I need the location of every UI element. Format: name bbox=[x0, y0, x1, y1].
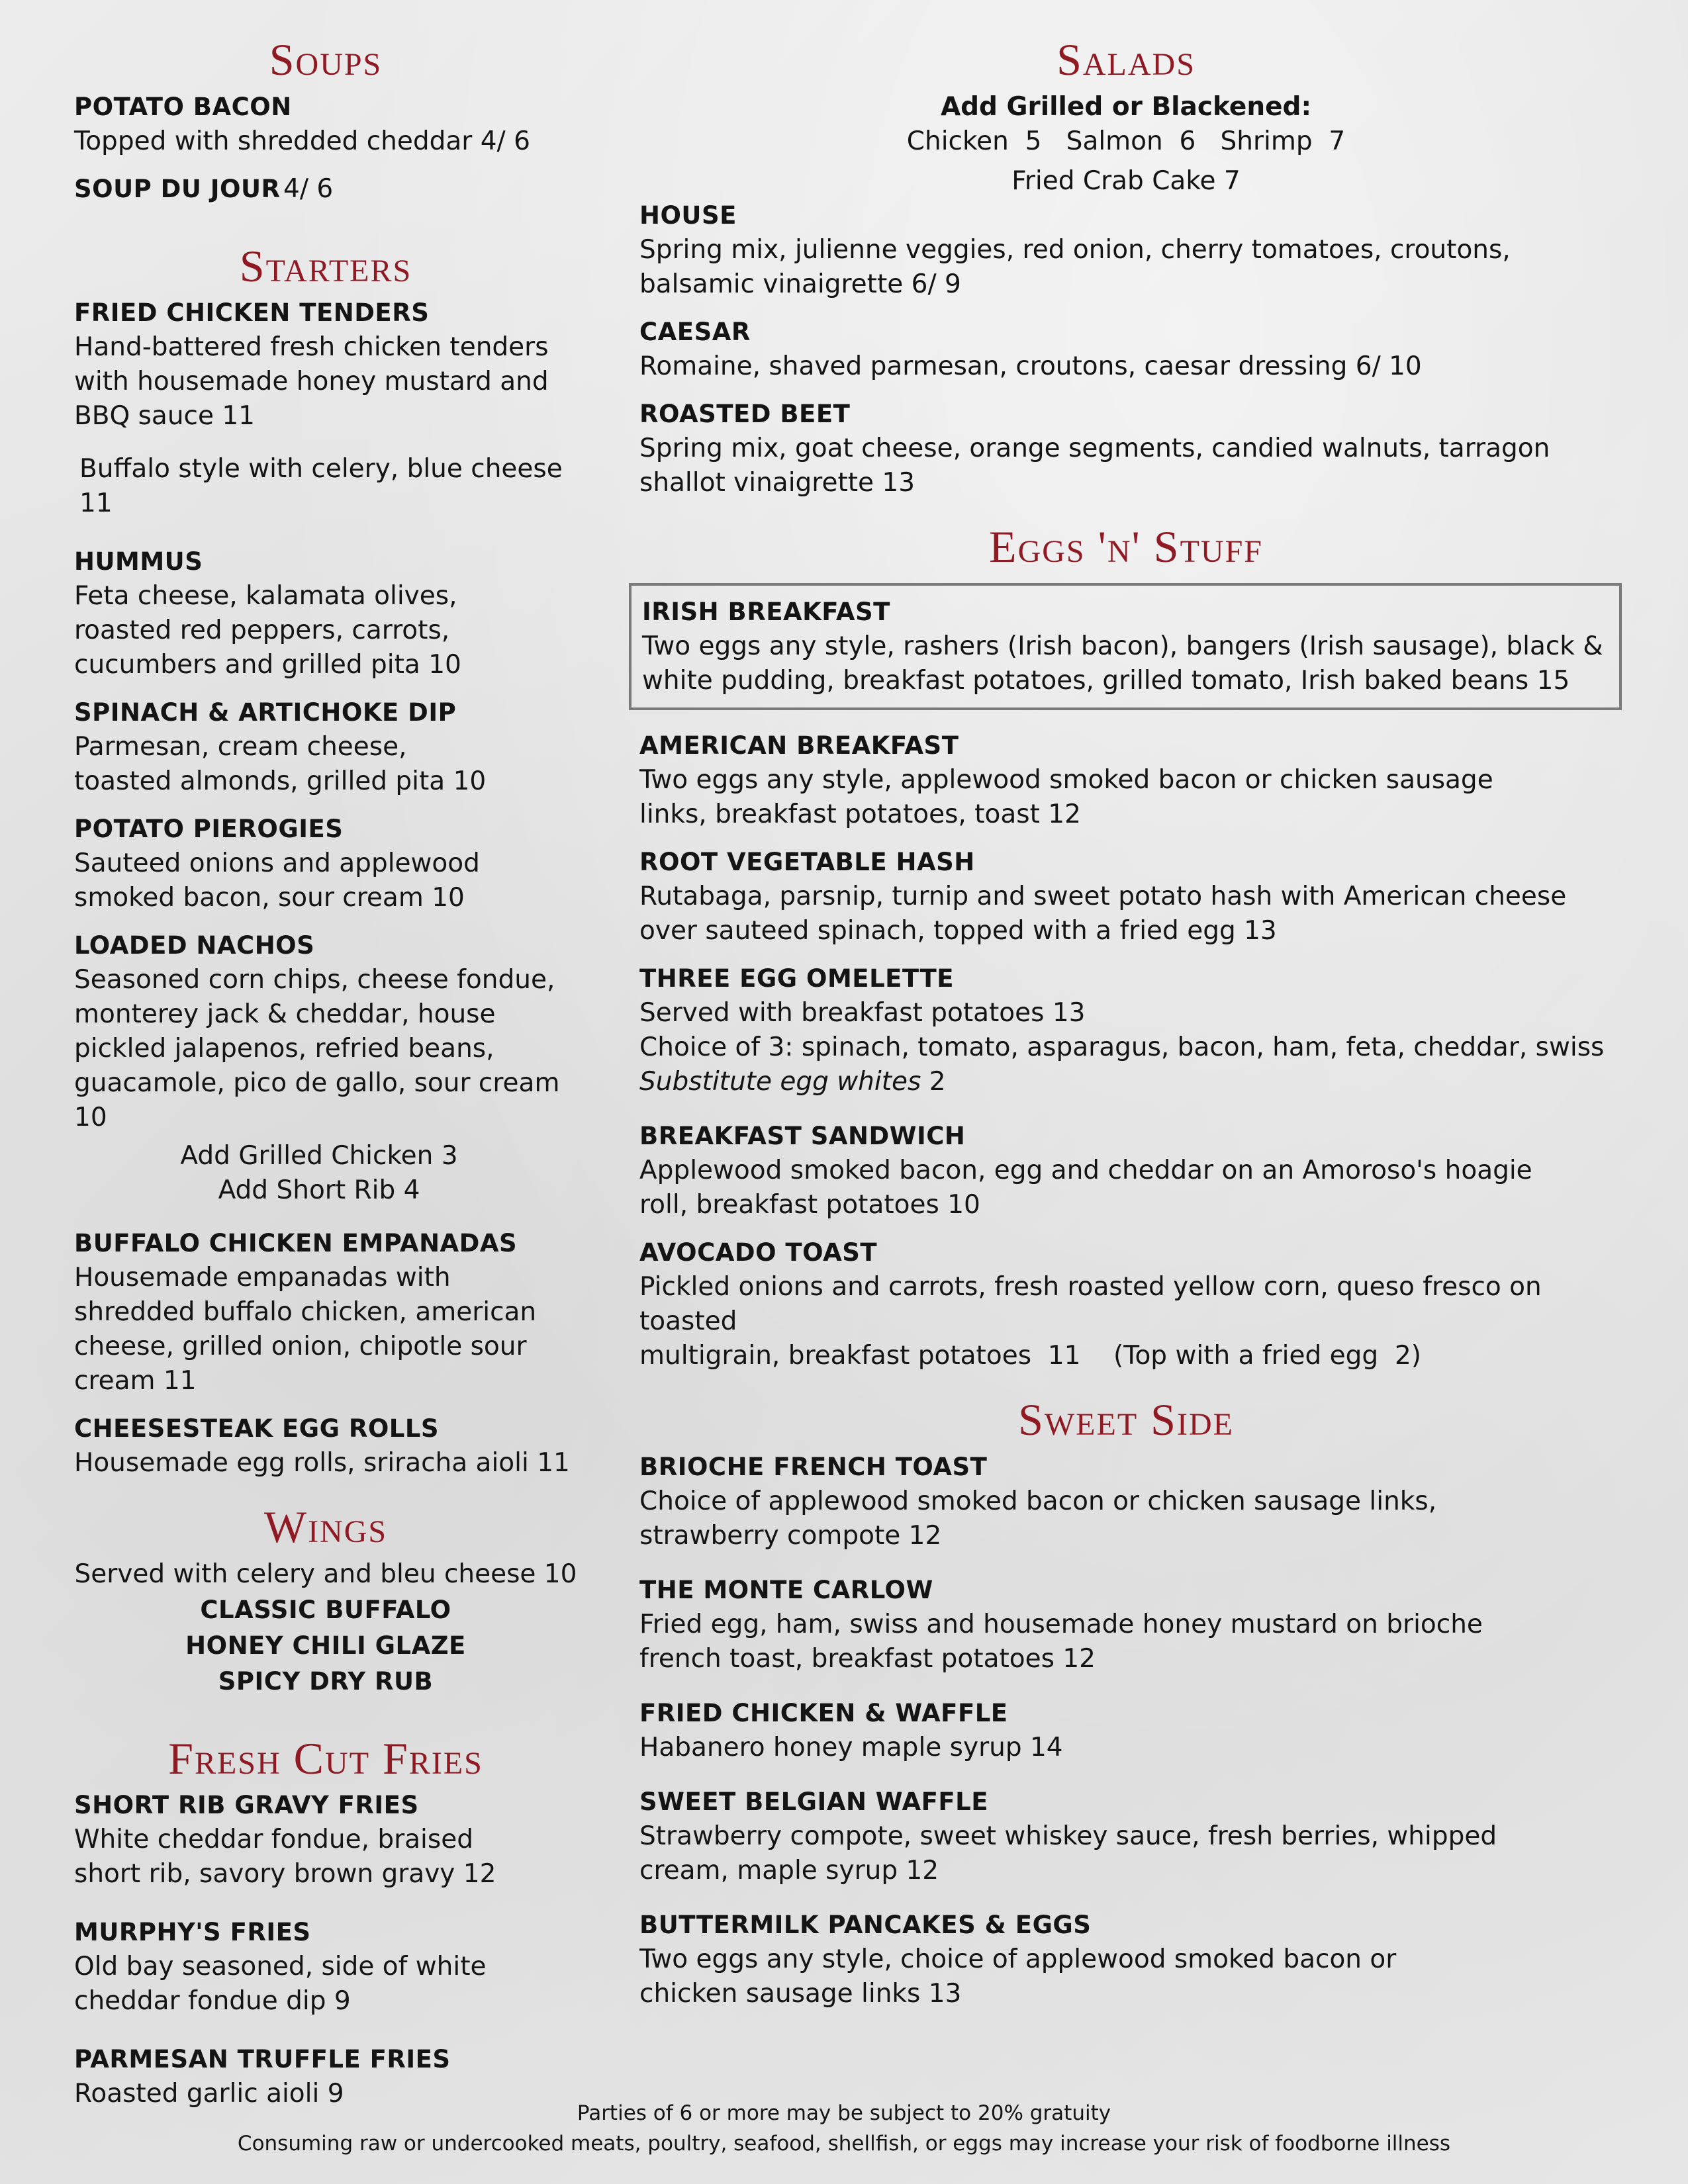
menu-item bbox=[74, 812, 577, 915]
item-name: CAESAR bbox=[639, 317, 751, 346]
section-wings bbox=[74, 1500, 577, 1699]
item-desc: Roasted garlic aioli 9 bbox=[74, 2079, 344, 2109]
item-desc: Habanero honey maple syrup 14 bbox=[639, 1732, 1063, 1762]
menu-item bbox=[639, 962, 1613, 1099]
item-substitute bbox=[639, 1065, 1613, 1099]
item-name: BUFFALO CHICKEN EMPANADAS bbox=[74, 1229, 518, 1258]
item-add-on: Add Short Rib 4 bbox=[218, 1175, 420, 1206]
menu-item bbox=[639, 729, 1613, 832]
item-desc: Two eggs any style, choice of applewood smoked bacon or bbox=[639, 1944, 1397, 1974]
item-desc: Strawberry compote, sweet whiskey sauce, fresh berries, whipped bbox=[639, 1821, 1497, 1851]
section-title-wings: Wings bbox=[263, 1502, 388, 1553]
section-title-sweet: Sweet Side bbox=[1018, 1394, 1234, 1445]
item-name: SHORT RIB GRAVY FRIES bbox=[74, 1791, 419, 1820]
menu-item bbox=[639, 199, 1613, 302]
menu-item bbox=[639, 845, 1613, 948]
substitute-price: 2 bbox=[921, 1067, 946, 1097]
menu-item bbox=[639, 1908, 1613, 2011]
section-fries bbox=[74, 1732, 577, 2112]
item-desc: over sauteed spinach, topped with a fried egg 13 bbox=[639, 916, 1277, 946]
left-column bbox=[74, 33, 577, 2124]
item-desc: Hand-battered fresh chicken tenders with housemade honey mustard and BBQ sauce 11 bbox=[74, 332, 549, 432]
wing-flavor: CLASSIC BUFFALO bbox=[200, 1595, 451, 1624]
item-desc: Topped with shredded cheddar 4/ 6 bbox=[74, 126, 530, 156]
item-name: ROASTED BEET bbox=[639, 399, 851, 428]
item-desc: Housemade egg rolls, sriracha aioli 11 bbox=[74, 1448, 570, 1479]
menu-item bbox=[74, 296, 577, 521]
item-name: AMERICAN BREAKFAST bbox=[639, 731, 959, 760]
item-desc: Two eggs any style, applewood smoked bacon or chicken sausage links, breakfast potatoes, toast 12 bbox=[639, 765, 1493, 830]
menu-item bbox=[74, 90, 577, 159]
menu-item bbox=[74, 1788, 577, 1891]
item-name: FRIED CHICKEN & WAFFLE bbox=[639, 1698, 1008, 1727]
item-desc: Sauteed onions and applewood smoked bacon, sour cream 10 bbox=[74, 848, 480, 913]
menu-item bbox=[74, 172, 577, 206]
item-name: SWEET BELGIAN WAFFLE bbox=[639, 1787, 988, 1816]
item-name: THREE EGG OMELETTE bbox=[639, 964, 955, 993]
section-soups bbox=[74, 33, 577, 206]
salad-add-options: Chicken 5 Salmon 6 Shrimp 7 bbox=[906, 126, 1346, 156]
menu-item bbox=[639, 1119, 1613, 1222]
menu-item bbox=[74, 1915, 577, 2019]
item-name: FRIED CHICKEN TENDERS bbox=[74, 298, 430, 328]
wings-desc: Served with celery and bleu cheese 10 bbox=[74, 1559, 577, 1589]
item-name: BREAKFAST SANDWICH bbox=[639, 1122, 966, 1151]
item-name: SOUP DU JOUR bbox=[74, 174, 281, 203]
section-eggs bbox=[639, 520, 1613, 1374]
wing-flavor: HONEY CHILI GLAZE bbox=[185, 1631, 466, 1660]
section-salads bbox=[639, 33, 1613, 500]
item-desc: Spring mix, julienne veggies, red onion, cherry tomatoes, croutons, balsamic vinaigrette 6/ 9 bbox=[639, 234, 1511, 299]
item-add-on: Add Grilled Chicken 3 bbox=[180, 1141, 458, 1171]
item-desc: Spring mix, goat cheese, orange segments, candied walnuts, tarragon shallot vinaigrette 13 bbox=[639, 433, 1550, 498]
menu-item bbox=[74, 1226, 577, 1398]
item-name: LOADED NACHOS bbox=[74, 931, 315, 960]
item-desc: strawberry compote 12 bbox=[639, 1520, 942, 1551]
item-desc: multigrain, breakfast potatoes 11 (Top with a fried egg 2) bbox=[639, 1341, 1421, 1371]
item-desc: french toast, breakfast potatoes 12 bbox=[639, 1643, 1096, 1674]
item-price: 4/ 6 bbox=[283, 173, 334, 204]
item-name: BRIOCHE FRENCH TOAST bbox=[639, 1452, 988, 1481]
item-desc: Parmesan, cream cheese, toasted almonds, grilled pita 10 bbox=[74, 732, 487, 797]
item-desc: Feta cheese, kalamata olives, roasted red peppers, carrots, cucumbers and grilled pita 10 bbox=[74, 581, 461, 680]
item-desc: Choice of applewood smoked bacon or chicken sausage links, bbox=[639, 1486, 1437, 1516]
item-name: IRISH BREAKFAST bbox=[642, 598, 890, 627]
item-desc: chicken sausage links 13 bbox=[639, 1978, 962, 2009]
section-title-soups: Soups bbox=[269, 34, 383, 85]
item-name: MURPHY'S FRIES bbox=[74, 1918, 311, 1947]
item-name: POTATO PIEROGIES bbox=[74, 815, 344, 844]
item-name: AVOCADO TOAST bbox=[639, 1238, 878, 1267]
menu-item bbox=[74, 929, 577, 1208]
item-desc: Housemade empanadas with shredded buffalo chicken, american cheese, grilled onion, chipotle sour cream 11 bbox=[74, 1263, 537, 1396]
menu-item bbox=[639, 1450, 1613, 1553]
section-title-eggs: Eggs 'n' Stuff bbox=[989, 521, 1263, 572]
menu-item bbox=[639, 1785, 1613, 1888]
item-name: HOUSE bbox=[639, 201, 737, 230]
item-desc: Romaine, shaved parmesan, croutons, caesar dressing 6/ 10 bbox=[639, 351, 1422, 381]
wing-flavor: SPICY DRY RUB bbox=[218, 1666, 434, 1696]
right-column bbox=[639, 33, 1613, 2025]
item-desc: Seasoned corn chips, cheese fondue, monterey jack & cheddar, house pickled jalapenos, refried beans, guacamole, pico de gallo, sour cream 10 bbox=[74, 965, 560, 1133]
menu-item bbox=[74, 696, 577, 799]
item-name: CHEESESTEAK EGG ROLLS bbox=[74, 1414, 440, 1443]
item-desc: cream, maple syrup 12 bbox=[639, 1855, 939, 1886]
item-desc: Served with breakfast potatoes 13 bbox=[639, 998, 1086, 1028]
menu-item bbox=[74, 1412, 577, 1480]
item-desc: Choice of 3: spinach, tomato, asparagus, bacon, ham, feta, cheddar, swiss bbox=[639, 1032, 1605, 1063]
item-name: HUMMUS bbox=[74, 547, 203, 576]
menu-item bbox=[74, 545, 577, 682]
item-name: POTATO BACON bbox=[74, 92, 292, 121]
item-name: ROOT VEGETABLE HASH bbox=[639, 848, 975, 877]
menu-item bbox=[639, 1236, 1613, 1373]
item-desc: Pickled onions and carrots, fresh roasted yellow corn, queso fresco on toasted bbox=[639, 1272, 1542, 1337]
item-desc: White cheddar fondue, braised short rib, savory brown gravy 12 bbox=[74, 1825, 496, 1889]
food-safety-note: Consuming raw or undercooked meats, poultry, seafood, shellfish, or eggs may increase your risk of foodborne illness bbox=[237, 2132, 1451, 2156]
salad-add-heading: Add Grilled or Blackened: bbox=[940, 91, 1312, 122]
item-desc: Old bay seasoned, side of white cheddar fondue dip 9 bbox=[74, 1952, 487, 2017]
footer-notice bbox=[0, 2098, 1688, 2159]
item-desc: Fried egg, ham, swiss and housemade honey mustard on brioche bbox=[639, 1609, 1483, 1639]
featured-item-box bbox=[629, 583, 1622, 710]
menu-item bbox=[639, 397, 1613, 500]
menu-item bbox=[639, 1573, 1613, 1676]
section-title-fries: Fresh Cut Fries bbox=[168, 1733, 483, 1784]
salad-add-options: Fried Crab Cake 7 bbox=[1011, 165, 1241, 196]
item-desc: Rutabaga, parsnip, turnip and sweet potato hash with American cheese bbox=[639, 882, 1567, 912]
item-name: PARMESAN TRUFFLE FRIES bbox=[74, 2045, 451, 2074]
item-desc: Two eggs any style, rashers (Irish bacon), bangers (Irish sausage), black & white pudding, breakfast potatoes, grilled tomato, Irish baked beans 15 bbox=[642, 631, 1603, 696]
section-title-starters: Starters bbox=[239, 240, 412, 291]
section-sweet bbox=[639, 1393, 1613, 2011]
item-desc: Applewood smoked bacon, egg and cheddar on an Amoroso's hoagie roll, breakfast potatoes 10 bbox=[639, 1156, 1532, 1220]
menu-item bbox=[639, 315, 1613, 384]
item-name: BUTTERMILK PANCAKES & EGGS bbox=[639, 1910, 1092, 1939]
item-name: THE MONTE CARLOW bbox=[639, 1575, 933, 1604]
substitute-label: Substitute egg whites bbox=[639, 1067, 921, 1097]
menu-item bbox=[639, 1696, 1613, 1765]
section-title-salads: Salads bbox=[1056, 34, 1196, 85]
section-starters bbox=[74, 240, 577, 1481]
gratuity-note: Parties of 6 or more may be subject to 20% gratuity bbox=[577, 2101, 1111, 2125]
item-name: SPINACH & ARTICHOKE DIP bbox=[74, 698, 457, 727]
item-option: Buffalo style with celery, blue cheese 11 bbox=[79, 454, 563, 519]
